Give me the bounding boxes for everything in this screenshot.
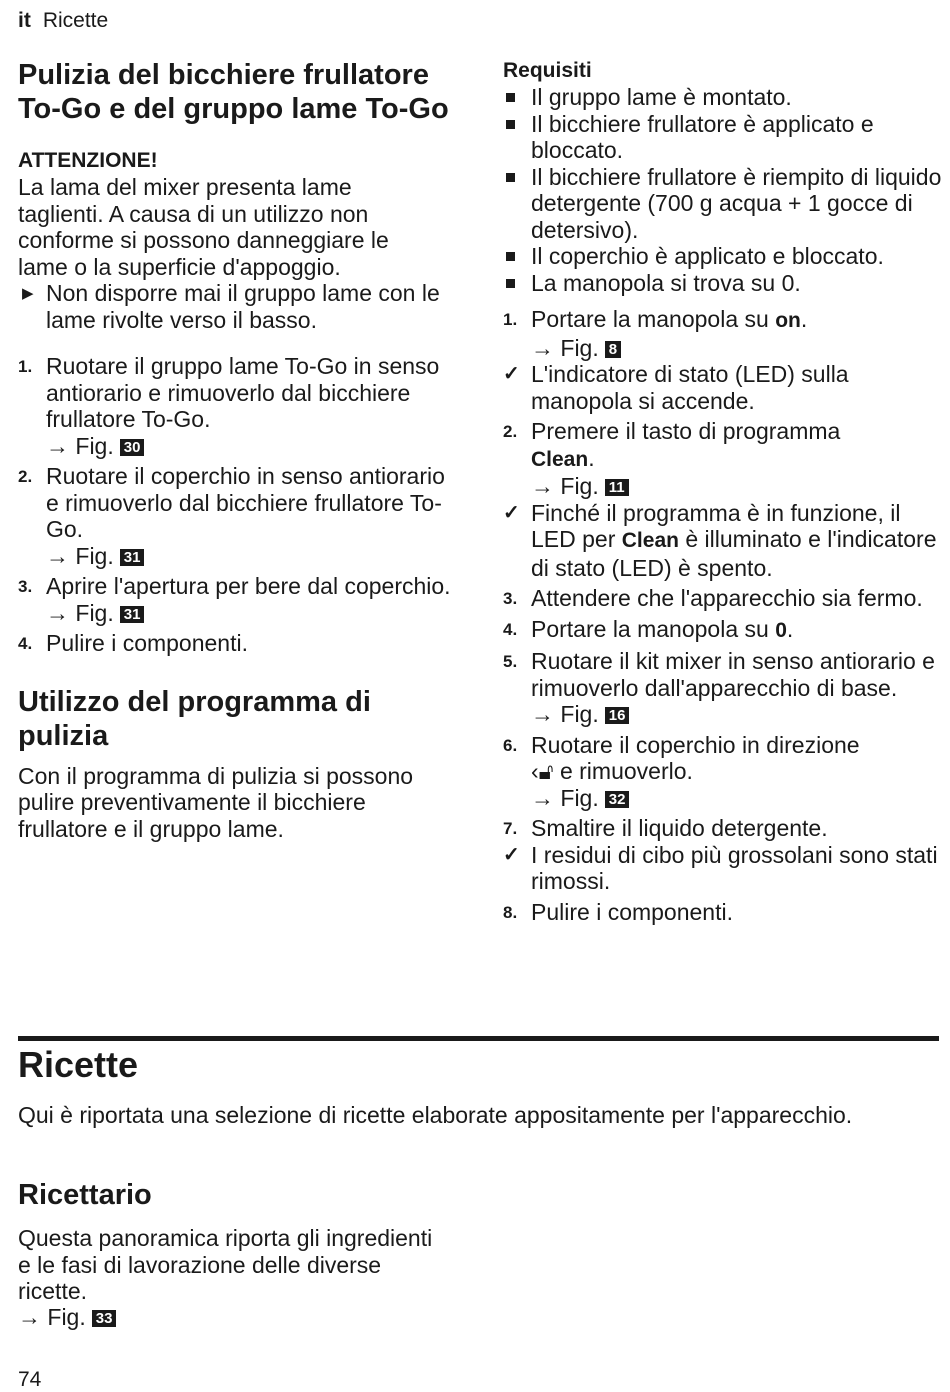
page-header	[18, 9, 108, 33]
requirement-item: Il bicchiere frullatore è riempito di liquido detergente (700 g acqua + 1 gocce di detersivo).	[503, 164, 943, 244]
step-result: ✓ I residui di cibo più grossolani sono stati rimossi.	[503, 841, 938, 894]
step-4: 4. Pulire i componenti.	[18, 630, 248, 656]
check-icon: ✓	[503, 363, 520, 385]
step-3: 3. Aprire l'apertura per bere dal coperchio. → Fig. 31	[18, 573, 458, 626]
arrow-right-icon: ▶	[22, 285, 34, 302]
recipes-title: Ricette	[18, 1044, 139, 1085]
program-step-8: 8. Pulire i componenti.	[503, 898, 733, 925]
right-column	[503, 58, 943, 925]
figure-ref: → Fig. 32	[531, 785, 943, 812]
warning-label: ATTENZIONE!	[18, 149, 158, 172]
figure-ref: → Fig. 31	[46, 543, 458, 570]
program-step-3: 3. Attendere che l'apparecchio sia fermo.	[503, 585, 923, 611]
figure-ref: → Fig. 30	[46, 433, 458, 460]
section-title-cleaning: Pulizia del bicchiere frullatore To-Go e del gruppo lame To-Go	[18, 59, 449, 125]
program-step-5: 5. Ruotare il kit mixer in senso antiorario e rimuoverlo dall'apparecchio di base. → Fig. 16	[503, 648, 943, 728]
step-result: ✓ Finché il programma è in funzione, il LED per Clean è illuminato e l'indicatore di stato (LED) è spento.	[503, 499, 937, 581]
cleaning-steps	[18, 353, 458, 657]
page-number: 74	[18, 1368, 42, 1391]
figure-badge: 11	[605, 479, 629, 496]
figure-ref: → Fig. 33	[18, 1304, 928, 1331]
unlock-icon: ‹🔓︎	[531, 758, 554, 784]
requirement-item: La manopola si trova su 0.	[503, 270, 943, 297]
section-title-cleaning-program: Utilizzo del programma di pulizia	[18, 685, 371, 752]
figure-badge: 30	[120, 439, 145, 456]
figure-badge: 8	[605, 341, 621, 358]
figure-badge: 31	[120, 549, 145, 566]
requirements-title: Requisiti	[503, 59, 592, 82]
program-step-4: 4. Portare la manopola su 0.	[503, 615, 794, 642]
figure-badge: 33	[92, 1310, 117, 1327]
check-icon: ✓	[503, 843, 520, 866]
program-step-6: 6. Ruotare il coperchio in direzione ‹🔓︎ e rimuoverlo. → Fig. 32	[503, 732, 943, 812]
cleaning-program-intro: Con il programma di pulizia si possono pulire preventivamente il bicchiere frullatore e il gruppo lame.	[18, 762, 414, 842]
figure-ref: → Fig. 11	[531, 473, 943, 500]
figure-badge: 31	[120, 606, 145, 623]
check-icon: ✓	[503, 501, 520, 524]
figure-ref: → Fig. 16	[531, 701, 943, 728]
figure-ref: → Fig. 8	[531, 335, 943, 362]
left-column	[18, 58, 458, 842]
section-name: Ricette	[42, 9, 109, 32]
language-code: it	[18, 9, 31, 32]
requirement-item: Il gruppo lame è montato.	[503, 84, 943, 111]
figure-ref: → Fig. 31	[46, 600, 458, 627]
recipe-book-text: Questa panoramica riporta gli ingredienti e le fasi di lavorazione delle diverse ricette.	[18, 1225, 433, 1304]
step-2: 2. Ruotare il coperchio in senso antiorario e rimuoverlo dal bicchiere frullatore To-Go. → Fig. 31	[18, 463, 458, 569]
requirements-list	[503, 84, 943, 296]
program-step-7: 7. Smaltire il liquido detergente.	[503, 815, 828, 841]
figure-badge: 32	[605, 791, 630, 808]
program-step-2: 2. Premere il tasto di programma Clean. → Fig. 11	[503, 418, 943, 500]
step-1: 1. Ruotare il gruppo lame To-Go in senso antiorario e rimuoverlo dal bicchiere frullatore To-Go. → Fig. 30	[18, 353, 458, 459]
warning-action: ▶ Non disporre mai il gruppo lame con le lame rivolte verso il basso.	[22, 280, 440, 333]
recipes-intro: Qui è riportata una selezione di ricette elaborate appositamente per l'apparecchio.	[18, 1102, 853, 1128]
program-step-1: 1. Portare la manopola su on. → Fig. 8	[503, 306, 943, 361]
step-result: ✓ L'indicatore di stato (LED) sulla manopola si accende.	[503, 361, 849, 414]
section-divider	[18, 1036, 939, 1041]
requirement-item: Il bicchiere frullatore è applicato e bloccato.	[503, 111, 943, 164]
recipe-book-title: Ricettario	[18, 1179, 152, 1211]
requirement-item: Il coperchio è applicato e bloccato.	[503, 243, 943, 270]
warning-text: La lama del mixer presenta lame taglienti. A causa di un utilizzo non conforme si possono danneggiare le lame o la superficie d'appoggio.	[18, 174, 389, 280]
figure-badge: 16	[605, 707, 630, 724]
